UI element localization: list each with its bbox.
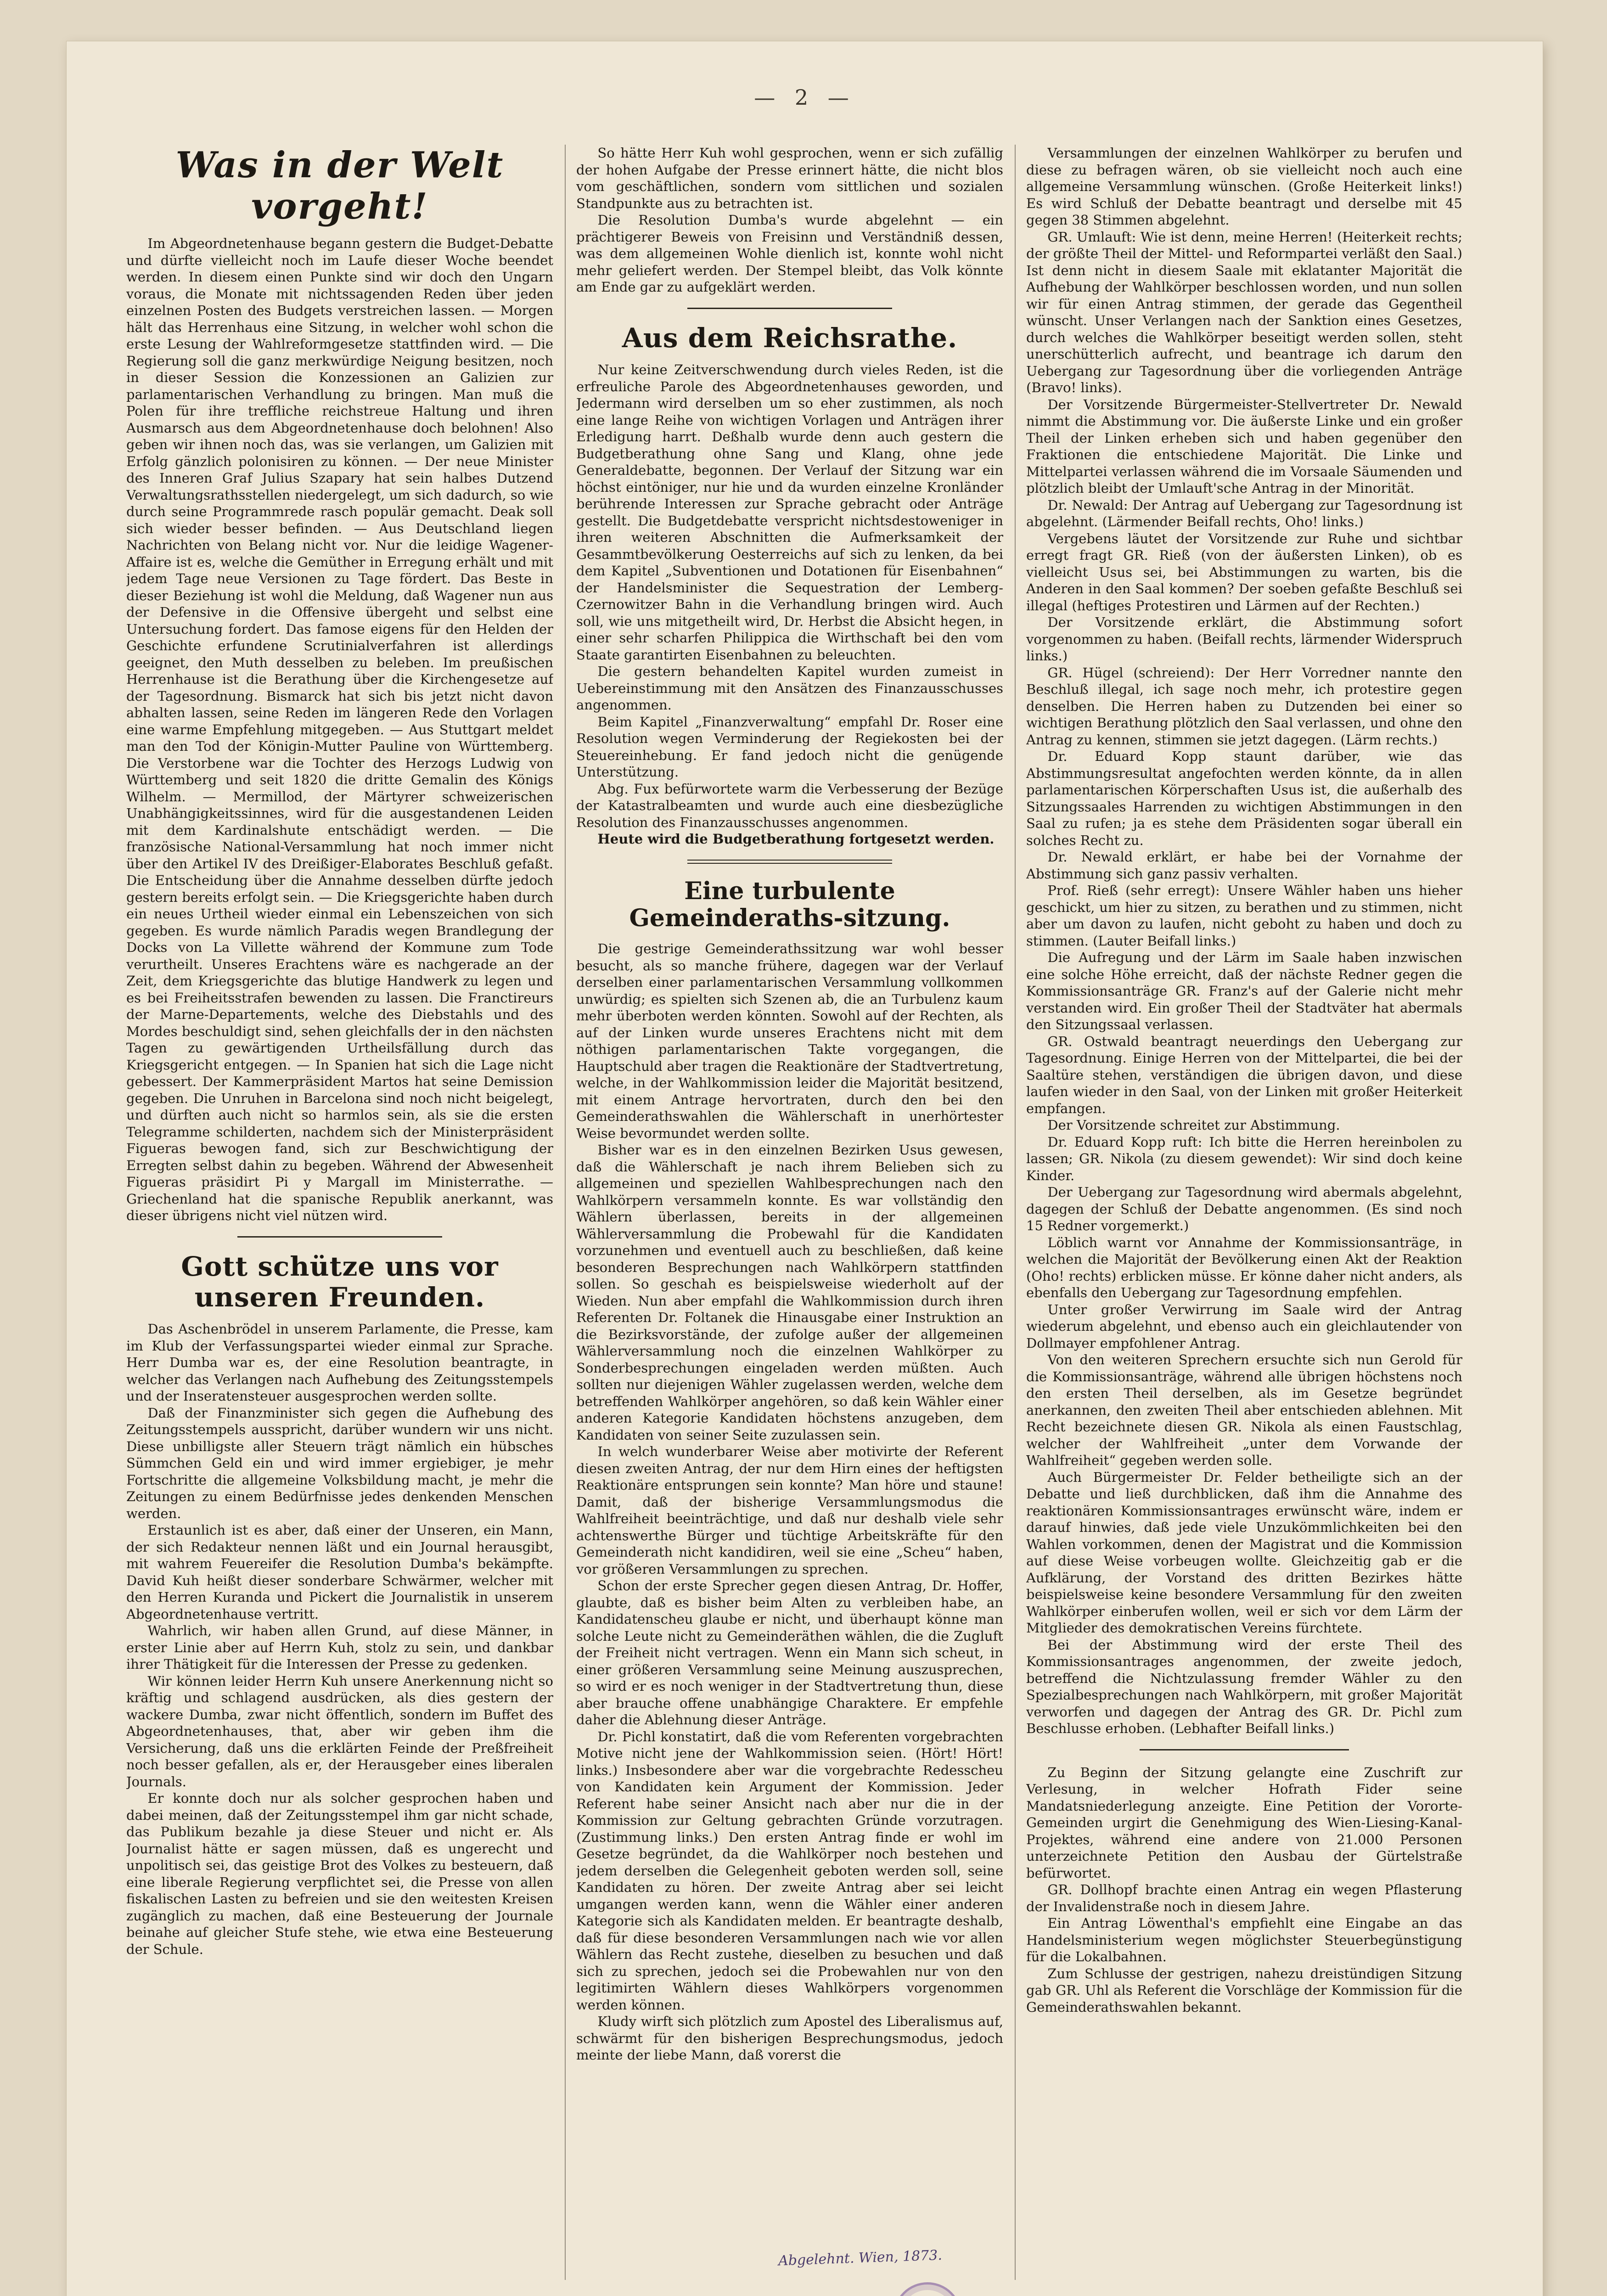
article-paragraph: Ein Antrag Löwenthal's empfiehlt eine Eingabe an das Handelsministerium wegen möglichster Steuerbegünstigung für die Lokalbahnen. [1026, 1915, 1462, 1964]
section-divider [237, 1236, 442, 1238]
article-headline: Eine turbulente Gemeinderaths-sitzung. [629, 877, 950, 933]
article-paragraph: Der Vorsitzende schreitet zur Abstimmung. [1047, 1117, 1340, 1133]
article-paragraph: Kludy wirft sich plötzlich zum Apostel des Liberalismus auf, schwärmt für den bisherigen Besprechungsmodus, jedoch meinte der liebe Mann, daß vorerst die [576, 2014, 1003, 2063]
article-paragraph: Dr. Eduard Kopp staunt darüber, wie das Abstimmungsresultat angefochten werden könnte, da in allen parlamentarischen Körperschaften Usus ist, die außerhalb des Sitzungssaales Harrenden zu wichtigen Abstimmungen in den Saal zu rufen; ja es stehe dem Präsidenten sogar überall ein solches Recht zu. [1026, 748, 1462, 848]
article-paragraph: Er konnte doch nur als solcher gesprochen haben und dabei meinen, daß der Zeitungsstempel ihm gar nicht schade, das Publikum bezahle ja diese Steuer und nicht er. Als Journalist hätte er sagen müssen, daß es ungerecht und unpolitisch sei, das geistige Brot des Volkes zu besteuern, daß eine liberale Regierung verpflichtet sei, die Presse von allen fiskalischen Lasten zu befreien und sie den weitesten Kreisen zugänglich zu machen, daß eine Besteuerung der Journale beinahe auf gleicher Stufe stehe, wie etwa eine Besteuerung der Schule. [126, 1790, 553, 1957]
article-paragraph: Dr. Newald erklärt, er habe bei der Vornahme der Abstimmung sich ganz passiv verhalten. [1026, 849, 1462, 882]
article-paragraph: Zum Schlusse der gestrigen, nahezu dreistündigen Sitzung gab GR. Uhl als Referent die Vorschläge der Kommission für die Gemeinderathswahlen bekannt. [1026, 1965, 1462, 2015]
article-paragraph: In welch wunderbarer Weise aber motivirte der Referent diesen zweiten Antrag, der nur dem Hirn eines der heftigsten Reaktionäre entsprungen sein konnte? Man höre und staune! Damit, daß der bisherige Versammlungsmodus die Wahlfreiheit beeinträchtige, und daß nur deshalb viele sehr achtenswerthe Bürger und tüchtige Arbeitskräfte für den Gemeinderath nicht kandidiren, weil sie eine „Scheu“ haben, vor größeren Versammlungen zu sprechen. [576, 1444, 1003, 1577]
column-rule [1015, 145, 1016, 2280]
article-paragraph: Der Vorsitzende erklärt, die Abstimmung sofort vorgenommen zu haben. (Beifall rechts, lärmender Widerspruch links.) [1026, 614, 1462, 664]
article-paragraph: Nur keine Zeitverschwendung durch vieles Reden, ist die erfreuliche Parole des Abgeordnetenhauses geworden, und Jedermann wird derselben um so eher zustimmen, als noch eine lange Reihe von wichtigen Vorlagen und Anträgen ihrer Erledigung harrt. Deßhalb wurde denn auch gestern die Budgetberathung ohne Sang und Klang, ohne jede Generaldebatte, begonnen. Der Verlauf der Sitzung war ein höchst eintöniger, nur hie und da wurden einzelne Kronländer berührende Interessen zur Sprache gebracht oder Anträge gestellt. Die Budgetdebatte verspricht nichtsdestoweniger in ihren weiteren Abschnitten die Aufmerksamkeit der Gesammtbevölkerung Oesterreichs auf sich zu lenken, da bei dem Kapitel „Subventionen und Dotationen für Eisenbahnen“ der Handelsminister die Sequestration der Lemberg-Czernowitzer Bahn in die Verhandlung bringen wird. Auch soll, wie uns mitgetheilt wird, Dr. Herbst die Absicht hegen, in einer sehr scharfen Philippica die Wirthschaft bei den vom Staate garantirten Eisenbahnen zu beleuchten. [576, 362, 1003, 663]
section-divider [1140, 1749, 1349, 1750]
article-paragraph: Löblich warnt vor Annahme der Kommissionsanträge, in welchen die Majorität der Bevölkerung einen Akt der Reaktion (Oho! rechts) erblicken müsse. Er könne daher nicht anders, als ebenfalls den Uebergang zur Tagesordnung empfehlen. [1026, 1234, 1462, 1300]
article-paragraph: Im Abgeordnetenhause begann gestern die Budget-Debatte und dürfte vielleicht noch im Laufe dieser Woche beendet werden. In diesem einen Punkte sind wir doch den Ungarn voraus, die Monate mit nichtssagenden Reden über jeden einzelnen Posten des Budgets verstreichen lassen. — Morgen hält das Herrenhaus eine Sitzung, in welcher wohl schon die erste Lesung der Wahlreformgesetze stattfinden wird. — Die Regierung soll die ganz merkwürdige Neigung besitzen, noch in dieser Session die Konzessionen an Galizien zur parlamentarischen Verhandlung zu bringen. Man muß die Polen für ihre treffliche reichstreue Haltung und ihren Ausmarsch aus dem Abgeordnetenhause doch belohnen! Also geben wir ihnen noch das, was sie verlangen, um Galizien mit Erfolg gänzlich polonisiren zu können. — Der neue Minister des Inneren Graf Julius Szapary hat sein halbes Dutzend Verwaltungsrathsstellen niedergelegt, um sich dadurch, so wie durch seine Programmrede rasch populär gemacht. Deak soll sich wieder besser befinden. — Aus Deutschland liegen Nachrichten von Belang nicht vor. Nur die leidige Wagener-Affaire ist es, welche die Gemüther in Erregung erhält und mit jedem Tage neue Versionen zu Tage fördert. Das Beste in dieser Beziehung ist wohl die Meldung, daß Wagener nun aus der Defensive in die Offensive übergeht und selbst eine Untersuchung fordert. Das famose eigens für den Helden der Geschichte erfundene Scrutinialverfahren ist allerdings geeignet, den Muth desselben zu beleben. Im preußischen Herrenhause ist die Berathung über die Kirchengesetze auf der Tagesordnung. Bismarck hat sich bis jetzt nicht davon abhalten lassen, seine Reden im längeren Rede den Vorlagen eine warme Empfehlung mitgegeben. — Aus Stuttgart meldet man den Tod der Königin-Mutter Pauline von Württemberg. Die Verstorbene war die Tochter des Herzogs Ludwig von Württemberg und seit 1820 die dritte Gemalin des Königs Wilhelm. — Mermillod, der Märtyrer schweizerischen Unabhängigkeitssinnes, wird für die ausgestandenen Leiden mit dem Kardinalshute entschädigt werden. — Die französische National-Versammlung hat noch immer nicht über den Artikel IV des Dreißiger-Elaborates Beschluß gefaßt. Die Entscheidung über die Annahme desselben dürfte jedoch gestern bereits erfolgt sein. — Die Kriegsgerichte haben durch ein neues Urtheil wieder einmal ein Lebenszeichen von sich gegeben. Es wurde nämlich Paradis wegen Brandlegung der Docks von La Villette während der Kommune zum Tode verurtheilt. Unseres Erachtens wäre es nachgerade an der Zeit, dem Kriegsgerichte das blutige Handwerk zu legen und es bei Freiheitsstrafen bewenden zu lassen. Die Franctireurs der Marne-Departements, welche des Diebstahls und des Mordes beschuldigt sind, sehen gleichfalls der in den nächsten Tagen zu gewärtigenden Urtheilsfällung durch das Kriegsgericht entgegen. — In Spanien hat sich die Lage nicht gebessert. Der Kammerpräsident Martos hat seine Demission gegeben. Die Unruhen in Barcelona sind noch nicht beigelegt, und dürften auch nicht so harmlos sein, als sie die ersten Telegramme schilderten, nachdem sich der Ministerpräsident Figueras bewogen fand, sich zur Beschwichtigung der Erregten selbst dahin zu begeben. Während der Abwesenheit Figueras präsidirt Pi y Margall im Ministerrathe. — Griechenland hat die spanische Republik anerkannt, was dieser übrigens nicht viel nützen wird. [126, 236, 553, 1224]
column-3 [1026, 145, 1462, 2289]
handwritten-note: Abgelehnt. Wien, 1873. [778, 2247, 943, 2269]
article-paragraph: Unter großer Verwirrung im Saale wird der Antrag wiederum abgelehnt, und ebenso auch ein gleichlautender von Dollmayer empfohlener Antrag. [1026, 1301, 1462, 1351]
article-paragraph: So hätte Herr Kuh wohl gesprochen, wenn er sich zufällig der hohen Aufgabe der Presse erinnert hätte, die nicht blos vom geschäftlichen, sondern vom sittlichen und sozialen Standpunkte aus zu betrachten ist. [576, 145, 1003, 211]
article-paragraph: Vergebens läutet der Vorsitzende zur Ruhe und sichtbar erregt fragt GR. Rieß (von der äußersten Linken), ob es vielleicht Usus sei, bei Abstimmungen zu warten, bis die Anderen in den Saal kommen? Der soeben gefaßte Beschluß sei illegal (heftiges Protestiren und Lärmen auf der Rechten.) [1026, 530, 1462, 613]
article-paragraph: Der Vorsitzende Bürgermeister-Stellvertreter Dr. Newald nimmt die Abstimmung vor. Die äußerste Linke und ein großer Theil der Linken erheben sich und haben gegenüber den Fraktionen die entschiedene Majorität. Die Linke und Mittelpartei verlassen während die im Vorsaale Säumenden und plötzlich bleibt der Umlauft'sche Antrag in der Minorität. [1026, 396, 1462, 496]
page-number: — 2 — [754, 85, 855, 110]
article-paragraph: Die Resolution Dumba's wurde abgelehnt — ein prächtigerer Beweis von Freisinn und Verständniß dessen, was dem allgemeinen Wohle dienlich ist, konnte wohl nicht mehr geliefert werden. Der Stempel bleibt, das Volk könnte am Ende gar zu aufgeklärt werden. [576, 212, 1003, 295]
article-paragraph: Dr. Eduard Kopp ruft: Ich bitte die Herren hereinbolen zu lassen; GR. Nikola (zu diesem gewendet): Wir sind doch keine Kinder. [1026, 1134, 1462, 1183]
article-paragraph: Von den weiteren Sprechern ersuchte sich nun Gerold für die Kommissionsanträge, während alle übrigen höchstens noch den ersten Theil derselben, als im Gesetze begründet anerkannen, den zweiten Theil aber entschieden ablehnen. Mit Recht bezeichnete diesen GR. Nikola als einen Faustschlag, welcher der Wahlfreiheit „unter dem Vorwande der Wahlfreiheit“ gegeben werden solle. [1026, 1352, 1462, 1468]
article-paragraph: GR. Hügel (schreiend): Der Herr Vorredner nannte den Beschluß illegal, ich sage noch mehr, ich protestire gegen denselben. Die Herren haben zu Dutzenden bei einer so wichtigen Berathung plötzlich den Saal verlassen, und ohne den Antrag zu kennen, stimmen sie jetzt dagegen. (Lärm rechts.) [1026, 664, 1462, 748]
article-paragraph: Schon der erste Sprecher gegen diesen Antrag, Dr. Hoffer, glaubte, daß es bisher beim Alten zu verbleiben habe, an Kandidatenscheu glaube er nicht, und überhaupt könne man solche Leute nicht zu Gemeinderäthen wählen, die die Zugluft der Freiheit nicht vertragen. Wenn ein Mann sich scheut, in einer größeren Versammlung seine Meinung auszusprechen, so wird er es noch weniger in der Stadtvertretung thun, diese aber brauche offene unabhängige Charaktere. Er empfehle daher die Ablehnung dieser Anträge. [576, 1578, 1003, 1728]
article-paragraph: Dr. Pichl konstatirt, daß die vom Referenten vorgebrachten Motive nicht jene der Wahlkommission seien. (Hört! Hört! links.) Insbesondere aber war die vorgebrachte Redesscheu von Kandidaten kein Argument der Kommission. Jeder Referent habe seiner Ansicht nach aber nur die in der Kommission zur Geltung gebrachten Gründe vorzutragen. (Zustimmung links.) Den ersten Antrag finde er wohl im Gesetze begründet, da die Wahlkörper noch bestehen und jedem derselben die Gelegenheit geboten werden soll, seine Kandidaten zu hören. Der zweite Antrag aber sei leicht umgangen werden kann, wenn die Wähler einer anderen Kategorie sich als Kandidaten melden. Er beantragte deshalb, daß für diese besonderen Versammlungen nach wie vor allen Wählern das Recht zustehe, dieselben zu besuchen und daß sich zu sprechen, jedoch sei die Probewahlen nur von den legitimirten Wählern dieses Wahlkörpers vorgenommen werden können. [576, 1728, 1003, 2013]
article-headline: Was in der Welt vorgeht! [175, 145, 504, 227]
article-paragraph: Abg. Fux befürwortete warm die Verbesserung der Bezüge der Katastralbeamten und wurde auch eine diesbezügliche Resolution des Finanzausschusses angenommen. [576, 781, 1003, 830]
article-paragraph: Heute wird die Budgetberathung fortgesetzt werden. [597, 831, 995, 847]
article-paragraph: Die Aufregung und der Lärm im Saale haben inzwischen eine solche Höhe erreicht, daß der nächste Redner gegen die Kommissionsanträge GR. Franz's auf der Galerie nicht mehr verstanden wird. Ein großer Theil der Stadtväter hat abermals den Sitzungssaal verlassen. [1026, 950, 1462, 1032]
article-headline: Aus dem Reichsrathe. [622, 322, 958, 354]
article-paragraph: Der Uebergang zur Tagesordnung wird abermals abgelehnt, dagegen der Schluß der Debatte angenommen. (Es sind noch 15 Redner vorgemerkt.) [1026, 1184, 1462, 1233]
article-paragraph: Dr. Newald: Der Antrag auf Uebergang zur Tagesordnung ist abgelehnt. (Lärmender Beifall rechts, Oho! links.) [1026, 497, 1462, 529]
column-1 [126, 145, 553, 2289]
article-paragraph: Zu Beginn der Sitzung gelangte eine Zuschrift zur Verlesung, in welcher Hofrath Fider seine Mandatsniederlegung anzeigte. Eine Petition der Vororte-Gemeinden urgirt die Genehmigung des Wien-Liesing-Kanal-Projektes, während eine andere von 21.000 Personen unterzeichnete Petition den Ausbau der Gürtelstraße befürwortet. [1026, 1764, 1462, 1881]
article-paragraph: Beim Kapitel „Finanzverwaltung“ empfahl Dr. Roser eine Resolution wegen Verminderung der Regiekosten bei der Steuereinhebung. Er fand jedoch nicht die genügende Unterstützung. [576, 714, 1003, 780]
article-paragraph: Auch Bürgermeister Dr. Felder betheiligte sich an der Debatte und ließ durchblicken, daß ihm die Annahme des reaktionären Kommissionsantrages erwünscht wäre, indem er darauf hinwies, daß jede viele Unzukömmlichkeiten bei den Wahlen vorkommen, denen der Magistrat und die Kommission auf diese Weise vorbeugen wollte. Gleichzeitig gab er die Aufklärung, der Vorstand des dritten Bezirkes hätte beispielsweise keine besondere Versammlung für den zweiten Wahlkörper einberufen wollen, weil er sich vor dem Lärm der Mitglieder des demokratischen Vereins fürchtete. [1026, 1469, 1462, 1636]
newspaper-page [67, 41, 1543, 2296]
article-paragraph: Die gestern behandelten Kapitel wurden zumeist in Uebereinstimmung mit den Ansätzen des Finanzausschusses angenommen. [576, 664, 1003, 713]
article-paragraph: Die gestrige Gemeinderathssitzung war wohl besser besucht, als so manche frühere, dagegen war der Verlauf derselben einer parlamentarischen Versammlung vollkommen unwürdig; es spielten sich Szenen ab, die an Turbulenz kaum mehr überboten werden könnten. Sowohl auf der Rechten, als auf der Linken wurde unseres Erachtens nicht mit dem nöthigen parlamentarischen Takte vorgegangen, die Hauptschuld aber tragen die Reaktionäre der Stadtvertretung, welche, in der Wahlkommission leider die Majorität besitzend, mit einem Antrage hervortraten, durch den bei den Gemeinderathswahlen die Wählerschaft in unerhörtester Weise bevormundet werden sollte. [576, 941, 1003, 1141]
article-headline: Gott schütze uns vor unseren Freunden. [181, 1250, 499, 1313]
article-paragraph: Bei der Abstimmung wird der erste Theil des Kommissionsantrages angenommen, der zweite jedoch, betreffend die Nichtzulassung fremder Wähler zu den Spezialbesprechungen nach Wahlkörpern, mit großer Majorität verworfen und dagegen der Antrag des GR. Dr. Pichl zum Beschlusse erhoben. (Lebhafter Beifall links.) [1026, 1637, 1462, 1736]
article-paragraph: GR. Umlauft: Wie ist denn, meine Herren! (Heiterkeit rechts; der größte Theil der Mittel- und Reformpartei verläßt den Saal.) Ist denn nicht in diesem Saale mit eklatanter Majorität die Aufhebung der Wahlkörper beschlossen worden, und nun sollen wir für einen Antrag stimmen, der gerade das Gegentheil wünscht. Unser Verlangen nach der Sanktion eines Gesetzes, durch welches die Wahlkörper beseitigt werden sollen, steht unerschütterlich aufrecht, und beantrage ich darum den Uebergang zur Tagesordnung über die vorliegenden Anträge (Bravo! links). [1026, 229, 1462, 395]
section-divider [687, 860, 892, 864]
article-paragraph: Wir können leider Herrn Kuh unsere Anerkennung nicht so kräftig und schlagend ausdrücken, als dies gestern der wackere Dumba, zwar nicht öffentlich, sondern im Buffet des Abgeordnetenhauses, that, aber wir geben ihm die Versicherung, daß uns die erklärten Feinde der Preßfreiheit noch besser gefallen, als er, der Herausgeber eines liberalen Journals. [126, 1673, 553, 1790]
article-paragraph: Wahrlich, wir haben allen Grund, auf diese Männer, in erster Linie aber auf Herrn Kuh, stolz zu sein, und dankbar ihrer Thätigkeit für die Interessen der Presse zu gedenken. [126, 1623, 553, 1672]
article-paragraph: Bisher war es in den einzelnen Bezirken Usus gewesen, daß die Wählerschaft je nach ihrem Belieben sich zu allgemeinen und speziellen Wahlbesprechungen nach den Wahlkörpern versammeln konnte. Es war vollständig den Wählern überlassen, bereits in der allgemeinen Wählerversammlung die Probewahl für die Kandidaten vorzunehmen und eventuell auch zu beschließen, daß keine besonderen Besprechungen nach Wahlkörpern stattfinden sollen. So geschah es beispielsweise wiederholt auf der Wieden. Nun aber empfahl die Wahlkommission durch ihren Referenten Dr. Foltanek die Hinausgabe einer Instruktion an die Bezirksvorstände, der zufolge außer der allgemeinen Wählerversammlung noch die einzelnen Wahlkörper zu Sonderbesprechungen eingeladen werden müßten. Auch sollten nur diejenigen Wähler zugelassen werden, welche dem betreffenden Wahlkörper angehören, so daß kein Wähler einer anderen Kategorie Kandidaten höchstens anzugeben, dem Kandidaten von seiner Seite zuzulassen sein. [576, 1142, 1003, 1443]
article-paragraph: Das Aschenbrödel in unserem Parlamente, die Presse, kam im Klub der Verfassungspartei wieder einmal zur Sprache. Herr Dumba war es, der eine Resolution beantragte, in welcher das Verlangen nach Aufhebung des Zeitungsstempels und der Inseratensteuer ausgesprochen werden sollte. [126, 1321, 553, 1404]
article-paragraph: Versammlungen der einzelnen Wahlkörper zu berufen und diese zu befragen wären, ob sie vielleicht noch auch eine allgemeine Versammlung wünschen. (Große Heiterkeit links!) Es wird Schluß der Debatte beantragt und derselbe mit 45 gegen 38 Stimmen abgelehnt. [1026, 145, 1462, 228]
column-rule [565, 145, 566, 2280]
article-paragraph: GR. Ostwald beantragt neuerdings den Uebergang zur Tagesordnung. Einige Herren von der Mittelpartei, die bei der Saaltüre stehen, verständigen die übrigen davon, und diese laufen wieder in den Saal, von der Linken mit großer Heiterkeit empfangen. [1026, 1033, 1462, 1116]
article-paragraph: GR. Dollhopf brachte einen Antrag ein wegen Pflasterung der Invalidenstraße noch in diesem Jahre. [1026, 1882, 1462, 1914]
article-paragraph: Erstaunlich ist es aber, daß einer der Unseren, ein Mann, der sich Redakteur nennen läßt und ein Journal herausgibt, mit wahrem Feuereifer die Resolution Dumba's bekämpfte. David Kuh heißt dieser sonderbare Schwärmer, welcher mit den Herren Kuranda und Pickert die Journalistik in unserem Abgeordnetenhause vertritt. [126, 1522, 553, 1622]
section-divider [687, 308, 892, 309]
column-2 [576, 145, 1003, 2289]
article-paragraph: Prof. Rieß (sehr erregt): Unsere Wähler haben uns hieher geschickt, um hier zu sitzen, zu berathen und zu stimmen, nicht aber um davon zu laufen, nicht geboht zu haben und doch zu stimmen. (Lauter Beifall links.) [1026, 883, 1462, 949]
article-paragraph: Daß der Finanzminister sich gegen die Aufhebung des Zeitungsstempels ausspricht, darüber wundern wir uns nicht. Diese unbilligste aller Steuern trägt nämlich ein hübsches Sümmchen Geld ein und wird immer ergiebiger, je mehr Fortschritte die allgemeine Volksbildung macht, je mehr die Zeitungen zu einem Bedürfnisse jedes denkenden Menschen werden. [126, 1405, 553, 1521]
